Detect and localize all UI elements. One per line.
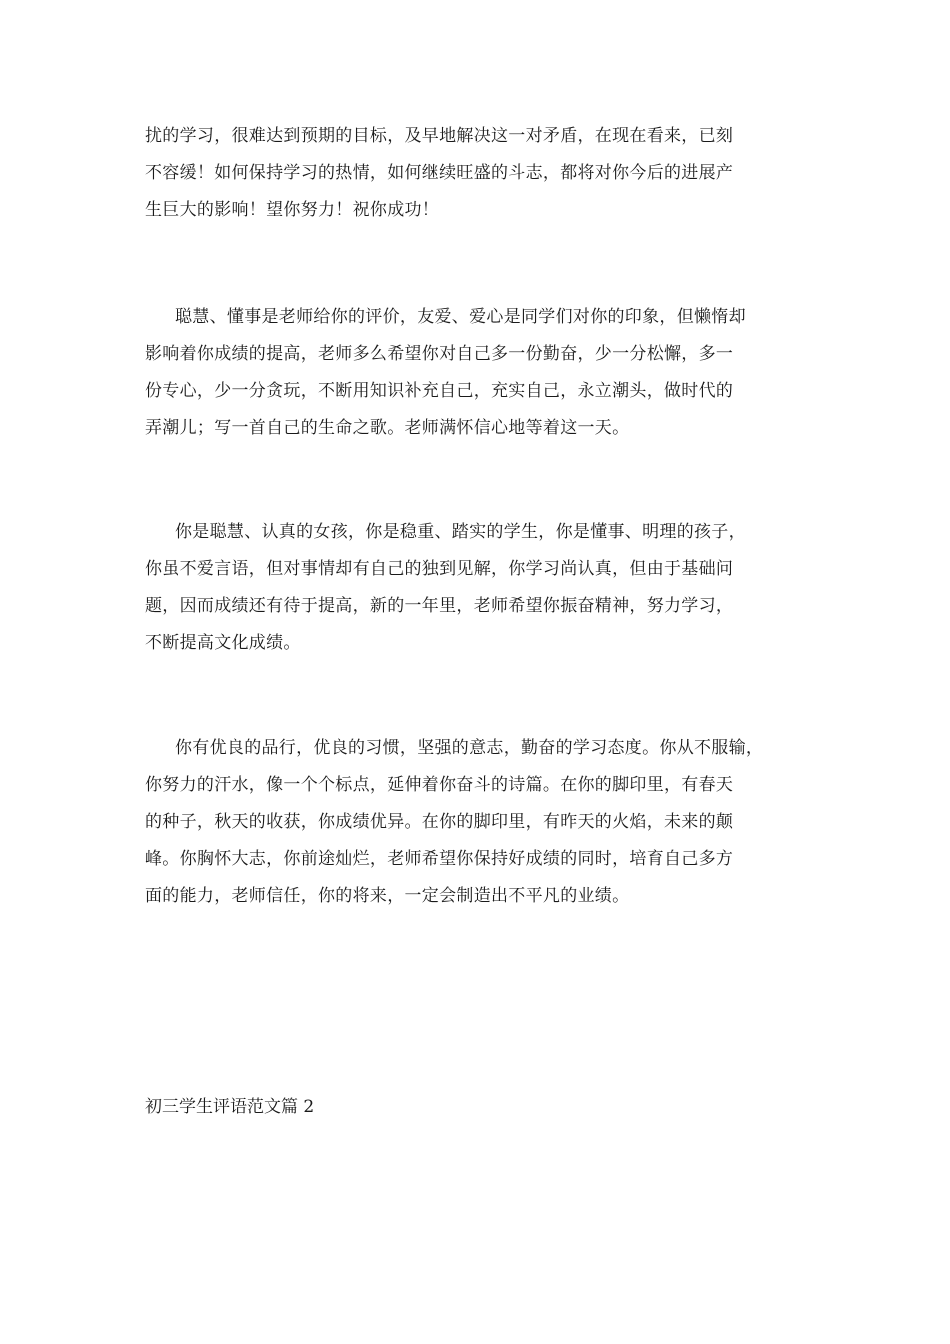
paragraph-1-line-3: 生巨大的影响！望你努力！祝你成功！ bbox=[145, 200, 440, 220]
paragraph-4-line-5: 面的能力，老师信任，你的将来，一定会制造出不平凡的业绩。 bbox=[145, 886, 630, 906]
paragraph-4-line-1: 你有优良的品行，优良的习惯，坚强的意志，勤奋的学习态度。你从不服输， bbox=[175, 738, 764, 758]
paragraph-2-line-2: 影响着你成绩的提高，老师多么希望你对自己多一份勤奋，少一分松懈，多一 bbox=[145, 344, 734, 364]
paragraph-3-line-3: 题，因而成绩还有待于提高，新的一年里，老师希望你振奋精神，努力学习， bbox=[145, 596, 734, 616]
paragraph-4-line-3: 的种子，秋天的收获，你成绩优异。在你的脚印里，有昨天的火焰，未来的颠 bbox=[145, 812, 734, 832]
paragraph-3-line-4: 不断提高文化成绩。 bbox=[145, 633, 301, 653]
paragraph-2-line-1: 聪慧、懂事是老师给你的评价，友爱、爱心是同学们对你的印象，但懒惰却 bbox=[175, 307, 746, 327]
paragraph-3-line-1: 你是聪慧、认真的女孩，你是稳重、踏实的学生，你是懂事、明理的孩子， bbox=[175, 522, 746, 542]
paragraph-1-line-2: 不容缓！如何保持学习的热情，如何继续旺盛的斗志，都将对你今后的进展产 bbox=[145, 163, 734, 183]
paragraph-4-line-2: 你努力的汗水，像一个个标点，延伸着你奋斗的诗篇。在你的脚印里，有春天 bbox=[145, 775, 734, 795]
section-heading: 初三学生评语范文篇 2 bbox=[145, 1097, 315, 1117]
paragraph-1-line-1: 扰的学习，很难达到预期的目标，及早地解决这一对矛盾，在现在看来，已刻 bbox=[145, 126, 734, 146]
paragraph-3-line-2: 你虽不爱言语，但对事情却有自己的独到见解，你学习尚认真，但由于基础问 bbox=[145, 559, 734, 579]
paragraph-4-line-4: 峰。你胸怀大志，你前途灿烂，老师希望你保持好成绩的同时，培育自己多方 bbox=[145, 849, 734, 869]
paragraph-2-line-4: 弄潮儿；写一首自己的生命之歌。老师满怀信心地等着这一天。 bbox=[145, 418, 630, 438]
paragraph-2-line-3: 份专心，少一分贪玩，不断用知识补充自己，充实自己，永立潮头，做时代的 bbox=[145, 381, 734, 401]
